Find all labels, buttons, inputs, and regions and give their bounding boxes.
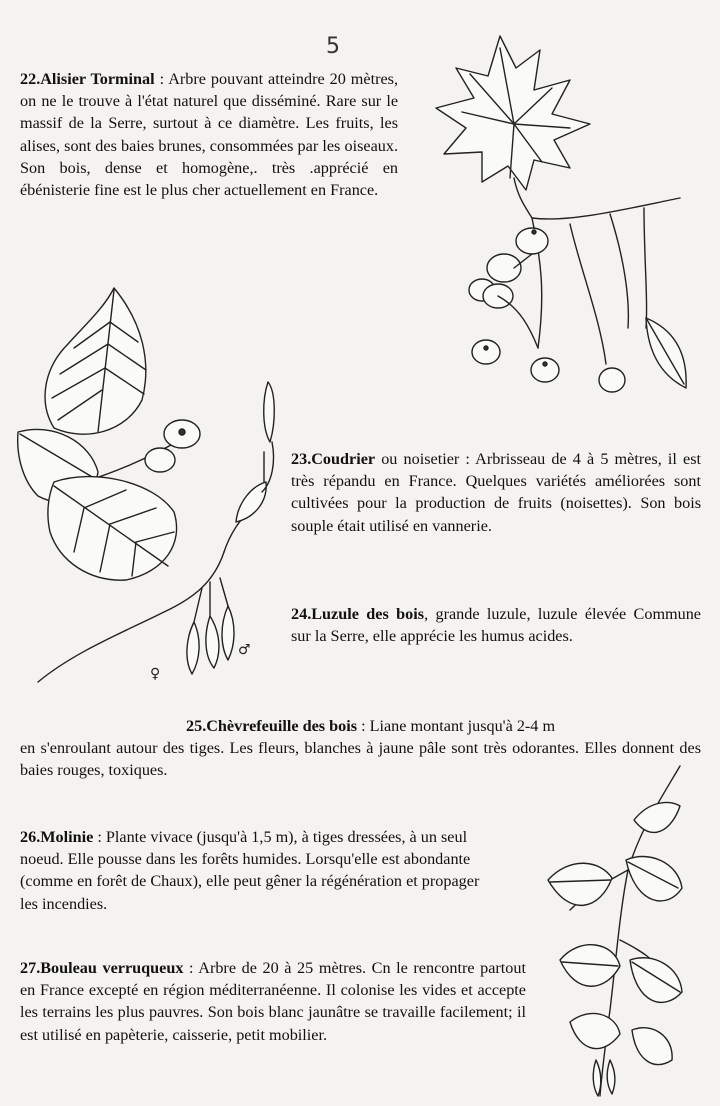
entry-molinie [20, 826, 500, 915]
entry-title: 24.Luzule des bois [291, 605, 425, 623]
entry-text: , grande luzule, luzule élevée Commune sur la Serre, elle apprécie les humus acides. [291, 605, 701, 646]
entry-title: 26.Molinie [20, 828, 94, 846]
entry-text: : Arbre pouvant atteindre 20 mètres, on ne le trouve à l'état naturel que disséminé. Rare sur le massif de la Serre, surtout à ce diamètre. Les fruits, les alises, sont des baies brunes, consommées par les oiseaux. Son bois, dense et homogène,. très .apprécié en ébénisterie fine est le plus cher actuellement en France. [20, 70, 398, 200]
entry-title: 22.Alisier Torminal [20, 70, 155, 88]
entry-title: 27.Bouleau verruqueux [20, 959, 184, 977]
page-number: 5 [326, 34, 340, 59]
entry-alisier-torminal [20, 68, 398, 201]
entry-text: en s'enroulant autour des tiges. Les fleurs, blanches à jaune pâle sont très odorantes. Elles donnent des baies rouges, toxiques. [20, 739, 701, 780]
female-symbol: ♀ [150, 666, 161, 682]
alisier-torminal-branch-illustration [430, 28, 690, 408]
entry-title: 25.Chèvrefeuille des bois [186, 717, 358, 735]
coudrier-branch-illustration [14, 282, 290, 692]
entry-coudrier [291, 448, 701, 537]
entry-text: : Arbre de 20 à 25 mètres. Cn le rencontre partout en France excepté en région méditerranéenne. Il colonise les vides et accepte les terrains les plus pauvres. Son bois blanc jaunâtre se travaille facilement; il est utilisé en papèterie, caisserie, petit mobilier. [20, 959, 526, 1044]
entry-text: ou noisetier : Arbrisseau de 4 à 5 mètres, il est très répandu en France. Quelques variétés améliorées sont cultivées pour la production de fruits (noisettes). Son bois souple était utilisé en vannerie. [291, 450, 701, 535]
entry-bouleau-verruqueux [20, 957, 526, 1046]
entry-text-first-line: : Liane montant jusqu'à 2-4 m [357, 717, 556, 735]
entry-text: : Plante vivace (jusqu'à 1,5 m), à tiges dressées, à un seul noeud. Elle pousse dans les forêts humides. Lorsqu'elle est abondante (comme en forêt de Chaux), elle peut gêner la régénération et propager les incendies. [20, 828, 480, 913]
bouleau-branch-illustration [540, 760, 690, 1100]
male-symbol: ♂ [238, 642, 251, 658]
entry-title: 23.Coudrier [291, 450, 376, 468]
entry-luzule-des-bois [291, 603, 701, 647]
